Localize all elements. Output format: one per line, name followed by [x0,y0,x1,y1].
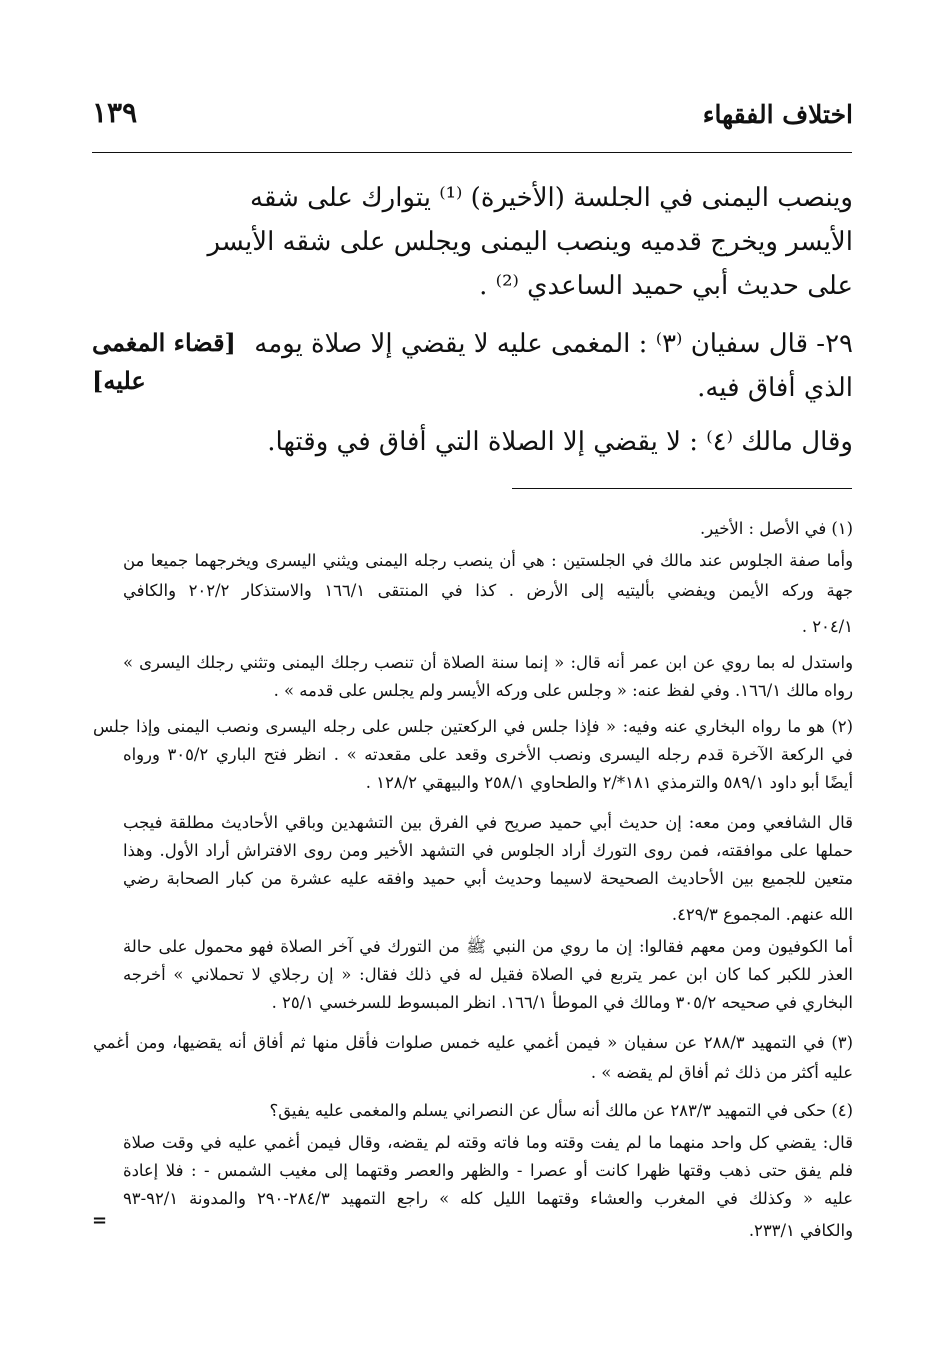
footnote-2-line-6: متعين للجميع بين الأحاديث الصحيحة لاسيما وحديث أبي حميد وافقه عليه عشرة من كبار الصحابة رضي [123,869,853,888]
body-line-3: على حديث أبي حميد الساعدي ⁽²⁾ . [479,271,853,301]
footnote-2-line-7: الله عنهم. المجموع ٤٢٩/٣. [671,905,853,924]
page-number: ١٣٩ [92,96,138,129]
footnote-4-line-2: قال: يقضي كل واحد منهما ما لم يفت وقته وما فاته وقته لم يقضه، وقال فيمن أغمي عليه في وقت صلاة [123,1133,853,1152]
body-line-2: الأيسر ويخرج قدميه وينصب اليمنى ويجلس على شقه الأيسر [207,227,853,257]
section-29-line-2: الذي أفاق فيه. [697,373,853,403]
footnote-2-line-8: أما الكوفيون ومن معهم فقالوا: إن ما روي من النبي ﷺ من التورك في آخر الصلاة فهو محمول على حالة [123,937,853,956]
footnote-2-line-4: قال الشافعي ومن معه: إن حديث أبي حميد صريح في الفرق بين التشهدين وباقي الأحاديث مطلقة فيجب [123,813,853,832]
footnote-4-line-4: عليه « وكذلك في المغرب والعشاء وقتهما الليل كله » راجع التمهيد ٢٨٤/٣-٢٩٠ والمدونة ٩٢/١-٩٣ [123,1189,853,1208]
footnote-2-line-9: العذر للكبر كما كان ابن عمر يتربع في الصلاة فقيل له في ذلك فقال: « إن رجلاي لا تحملاني » أخرجه [123,965,853,984]
footnote-rule [512,488,852,489]
body-line-1: وينصب اليمنى في الجلسة (الأخيرة) ⁽¹⁾ يتوارك على شقه [250,183,853,213]
running-title: اختلاف الفقهاء [702,100,853,129]
footnote-1-line-2: وأما صفة الجلوس عند مالك في الجلستين : هي أن ينصب رجله اليمنى ويثني اليسرى ويخرجهما جميعا من [123,551,853,570]
malik-opinion-line: وقال مالك ⁽٤⁾ : لا يقضي إلا الصلاة التي أفاق في وقتها. [267,427,853,457]
footnote-1-line-6: رواه مالك ١٦٦/١. وفي لفظ عنه: « وجلس على وركه الأيسر ولم يجلس على قدمه » . [273,681,853,700]
footnote-2-line-10: البخاري في صحيحه ٣٠٥/٢ ومالك في الموطأ ١٦٦/١. انظر المبسوط للسرخسي ٢٥/١ . [271,993,853,1012]
footnote-2-line-5: حملها على موافقته، فمن روى التورك أراد الجلوس في التشهد الأخير ومن روى الافتراش أراد الأول. وهذا [123,841,853,860]
side-heading-line-1: [قضاء المغمى [92,328,236,357]
footnote-1-line-5: واستدل له بما روي عن ابن عمر أنه قال: « إنما سنة الصلاة أن تنصب رجلك اليمنى وتثني رجلك اليسرى » [123,653,853,672]
continuation-mark: = [92,1210,108,1231]
side-heading-line-2: عليه] [92,366,146,395]
footnote-2-line-1: (٢) هو ما رواه البخاري عنه وفيه: « فإذا جلس في الركعتين جلس على رجله اليسرى ونصب اليمنى وإذا جلس [93,717,853,736]
section-29-line-1: ٢٩- قال سفيان ⁽٣⁾ : المغمى عليه لا يقضي إلا صلاة يومه [254,329,853,359]
footnote-4-line-5: والكافي ٢٣٣/١. [748,1221,853,1240]
footnote-3-line-2: عليه أكثر من ذلك ثم أفاق لم يقضه » . [590,1063,853,1082]
footnote-1-line-4: ٢٠٤/١ . [801,617,853,636]
footnote-1-line-1: (١) في الأصل : الأخير. [700,519,853,538]
header-rule [92,152,852,153]
footnote-1-line-3: جهة وركه الأيمن ويفضي بأليتيه إلى الأرض . كذا في المنتقى ١٦٦/١ والاستذكار ٢٠٢/٢ والكافي [123,581,853,600]
footnote-3-line-1: (٣) في التمهيد ٢٨٨/٣ عن سفيان « فيمن أغمي عليه خمس صلوات فأقل منها ثم أفاق أنه يقضيها، ومن أغمي [93,1033,853,1052]
footnote-2-line-2: في الركعة الآخرة قدم رجله اليسرى ونصب الأخرى وقعد على مقعدته » . انظر فتح الباري ٣٠٥/٢ ورواه [123,745,853,764]
footnote-2-line-3: أيضًا أبو داود ٥٨٩/١ والترمذي ١٨١*/٢ والطحاوي ٢٥٨/١ والبيهقي ١٢٨/٢ . [365,773,853,792]
footnote-4-line-1: (٤) حكى في التمهيد ٢٨٣/٣ عن مالك أنه سأل عن النصراني يسلم والمغمى عليه يفيق؟ [269,1101,853,1120]
footnote-4-line-3: فلم يفق حتى ذهب وقتها ظهرا كانت أو عصرا - والظهر والعصر وقتهما إلى مغيب الشمس - : فلا إعادة [123,1161,853,1180]
